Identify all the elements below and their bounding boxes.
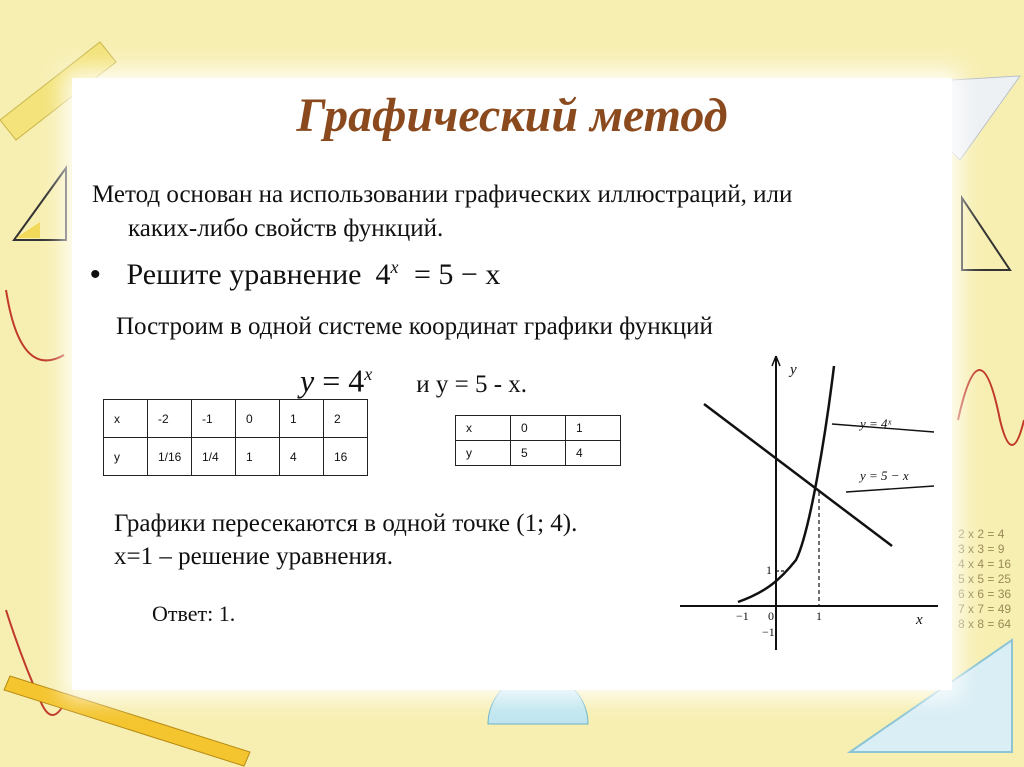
label-leader: [846, 486, 934, 492]
tick-label-neg1-x: −1: [736, 609, 749, 623]
table-cell: 2: [324, 400, 368, 438]
equation-base: 4: [375, 258, 391, 291]
answer-text: Ответ: 1.: [152, 601, 236, 626]
linear-line-label: y = 5 − x: [860, 468, 909, 483]
function-connector: и у = 5 - х.: [416, 370, 528, 398]
table-cell: 1/4: [192, 438, 236, 476]
svg-text:4 x 4 = 16: 4 x 4 = 16: [958, 557, 1012, 571]
triangle-drawing-icon: [962, 198, 1010, 270]
task-text: Решите уравнение: [126, 258, 362, 291]
function-exp-rhs: = 4: [322, 362, 365, 399]
table-cell: 4: [280, 438, 324, 476]
table-cell: -1: [192, 400, 236, 438]
tick-label-origin: 0: [768, 609, 774, 623]
triangle-drawing-icon: [14, 168, 66, 240]
y-axis-label: y: [790, 362, 797, 378]
table-row: [104, 400, 368, 438]
bullet-icon: •: [90, 258, 101, 291]
function-graph: [676, 352, 940, 652]
table-cell: 4: [566, 441, 621, 466]
tick-label-1-y: 1: [766, 563, 772, 577]
svg-text:3 x 3 = 9: 3 x 3 = 9: [958, 542, 1005, 556]
conclusion-line-1: Графики пересекаются в одной точке (1; 4).: [114, 510, 578, 537]
table-cell: x: [456, 416, 511, 441]
values-table-exp: [103, 399, 368, 476]
functions-line: [300, 356, 527, 400]
x-axis-label: x: [916, 612, 923, 628]
svg-text:7 x 7 = 49: 7 x 7 = 49: [958, 602, 1012, 616]
table-cell: 1: [236, 438, 280, 476]
function-exp-exponent: x: [364, 364, 373, 384]
multiplication-table-icon: [958, 527, 1011, 631]
svg-text:2 x 2 = 4: 2 x 2 = 4: [958, 527, 1005, 541]
intro-text: [92, 178, 922, 246]
values-table-linear: [455, 415, 621, 466]
table-row: [104, 438, 368, 476]
table-cell: 16: [324, 438, 368, 476]
svg-text:8 x 8 = 64: 8 x 8 = 64: [958, 617, 1012, 631]
slide-title: Графический метод: [296, 89, 728, 142]
table-cell: 5: [511, 441, 566, 466]
table-cell: 0: [511, 416, 566, 441]
svg-text:6 x 6 = 36: 6 x 6 = 36: [958, 587, 1012, 601]
table-row: [456, 441, 621, 466]
table-cell: x: [104, 400, 148, 438]
function-exp: [300, 356, 372, 400]
equation-rhs: = 5 − x: [413, 258, 501, 291]
equation-exponent: x: [390, 257, 399, 277]
table-cell: 1: [280, 400, 324, 438]
table-cell: 0: [236, 400, 280, 438]
table-cell: 1: [566, 416, 621, 441]
exp-curve-label: y = 4ˣ: [860, 416, 892, 431]
conclusion-text: [114, 507, 577, 573]
intro-line-2: каких-либо свойств функций.: [128, 215, 444, 242]
table-cell: 1/16: [148, 438, 192, 476]
function-exp-lhs: y: [300, 362, 315, 399]
table-row: [456, 416, 621, 441]
tick-label-neg1-y: −1: [762, 625, 775, 639]
build-instruction: Построим в одной системе координат графики функций: [116, 313, 713, 340]
exp-curve: [738, 366, 834, 602]
table-cell: -2: [148, 400, 192, 438]
table-cell: y: [456, 441, 511, 466]
task-bullet: [90, 252, 500, 292]
intro-line-1: Метод основан на использовании графических иллюстраций, или: [92, 181, 793, 208]
svg-text:5 x 5 = 25: 5 x 5 = 25: [958, 572, 1012, 586]
tick-label-1-x: 1: [816, 609, 822, 623]
equation: [375, 252, 500, 292]
conclusion-line-2: х=1 – решение уравнения.: [114, 543, 394, 570]
curve-graph-icon: [6, 290, 66, 715]
sine-graph-icon: [958, 370, 1024, 445]
table-cell: y: [104, 438, 148, 476]
